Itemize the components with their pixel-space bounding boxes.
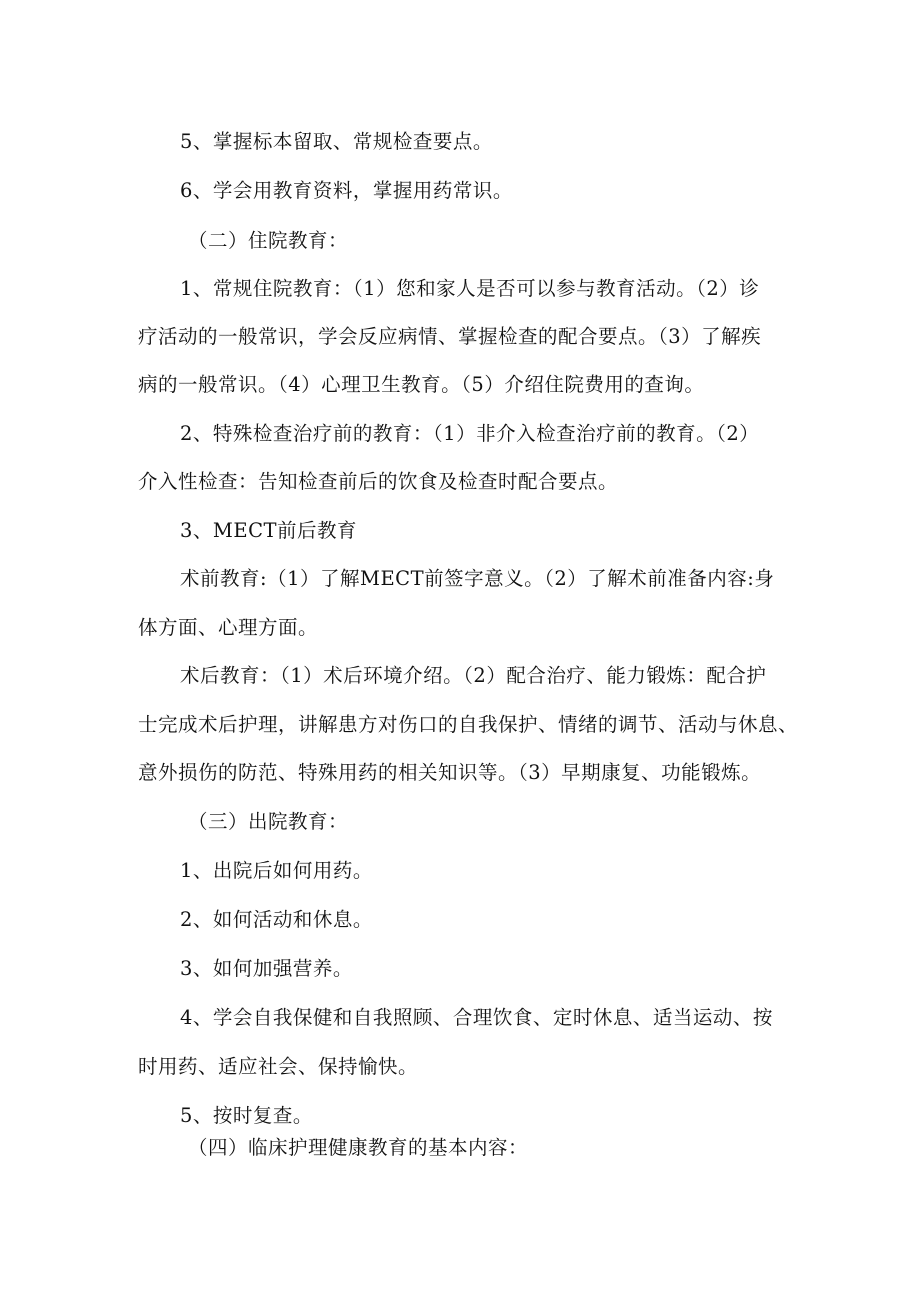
section-heading: （二）住院教育：	[188, 229, 349, 252]
paragraph-line: 2、特殊检查治疗前的教育：（1）非介入检查治疗前的教育。（2）	[180, 422, 760, 445]
paragraph-line: 术前教育:（1）了解MECT前签字意义。（2）了解术前准备内容:身	[180, 567, 775, 590]
paragraph-line: 5、按时复查。	[180, 1104, 313, 1127]
paragraph-line: 1、出院后如何用药。	[180, 859, 373, 882]
paragraph-line: 术后教育：（1）术后环境介绍。（2）配合治疗、能力锻炼：配合护	[180, 664, 767, 687]
paragraph-line: 意外损伤的防范、特殊用药的相关知识等。（3）早期康复、功能锻炼。	[138, 761, 762, 784]
section-heading: （四）临床护理健康教育的基本内容：	[188, 1136, 529, 1159]
paragraph-line: 4、学会自我保健和自我照顾、合理饮食、定时休息、适当运动、按	[180, 1006, 773, 1029]
paragraph-line: 病的一般常识。（4）心理卫生教育。（5）介绍住院费用的查询。	[138, 373, 705, 396]
paragraph-line: 疗活动的一般常识，学会反应病情、掌握检查的配合要点。（3）了解疾	[138, 325, 762, 348]
paragraph-line: 3、如何加强营养。	[180, 957, 353, 980]
paragraph-line: 2、如何活动和休息。	[180, 908, 373, 931]
paragraph-line: 6、学会用教育资料，掌握用药常识。	[180, 179, 513, 202]
paragraph-line: 1、常规住院教育：（1）您和家人是否可以参与教育活动。（2）诊	[180, 277, 760, 300]
section-heading: （三）出院教育：	[188, 810, 349, 833]
paragraph-line: 介入性检查：告知检查前后的饮食及检查时配合要点。	[138, 470, 619, 493]
paragraph-line: 3、MECT前后教育	[180, 519, 358, 542]
paragraph-line: 5、掌握标本留取、常规检查要点。	[180, 130, 493, 153]
paragraph-line: 体方面、心理方面。	[138, 616, 319, 639]
paragraph-line: 士完成术后护理，讲解患方对伤口的自我保护、情绪的调节、活动与休息、	[138, 713, 799, 736]
paragraph-line: 时用药、适应社会、保持愉快。	[138, 1055, 419, 1078]
